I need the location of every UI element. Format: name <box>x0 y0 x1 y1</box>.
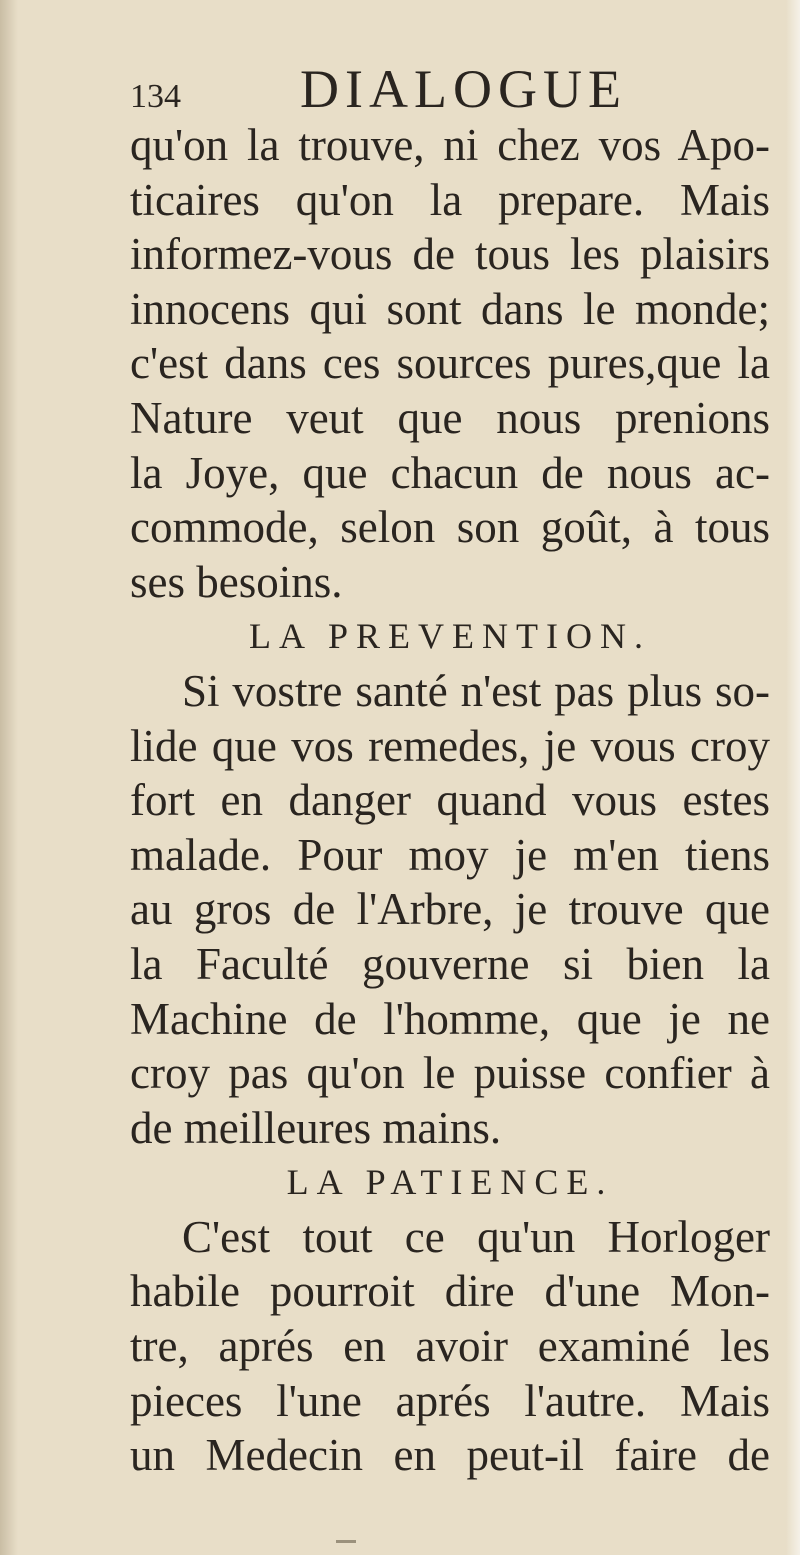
page-number: 134 <box>130 78 181 115</box>
text-line: c'est dans ces sources pures,que la <box>130 338 770 389</box>
text-line: qu'on la trouve, ni chez vos Apo- <box>130 120 770 170</box>
paragraph-patience <box>130 1210 770 1483</box>
running-title: DIALOGUE <box>300 59 627 119</box>
catchword-mark <box>336 1540 356 1543</box>
speaker-heading-prevention: LA PREVENTION. <box>249 616 651 657</box>
text-line: malade. Pour moy je m'en tiens <box>130 829 770 880</box>
text-line: au gros de l'Arbre, je trouve que <box>130 884 770 935</box>
text-line: Si vostre santé n'est pas plus so- <box>182 665 770 716</box>
text-line: C'est tout ce qu'un Horloger <box>182 1211 770 1262</box>
paragraph-continuation <box>130 118 770 609</box>
text-line: innocens qui sont dans le monde; <box>130 283 770 334</box>
page-gutter-shadow <box>0 0 18 1555</box>
text-line: lide que vos remedes, je vous croy <box>130 720 770 771</box>
speaker-heading-patience: LA PATIENCE. <box>286 1162 614 1203</box>
text-line: tre, aprés en avoir examiné les <box>130 1321 770 1372</box>
text-line: habile pourroit dire d'une Mon- <box>130 1266 770 1317</box>
text-line: un Medecin en peut-il faire de <box>130 1430 770 1481</box>
text-line: informez-vous de tous les plaisirs <box>130 229 770 280</box>
text-line: la Faculté gouverne si bien la <box>130 938 770 989</box>
page-text-block <box>130 58 770 1483</box>
text-line: pieces l'une aprés l'autre. Mais <box>130 1375 770 1426</box>
running-head <box>130 58 770 118</box>
text-line: commode, selon son goût, à tous <box>130 502 770 553</box>
text-line: Nature veut que nous prenions <box>130 392 770 443</box>
text-line: la Joye, que chacun de nous ac- <box>130 447 770 498</box>
page-edge <box>786 0 800 1555</box>
text-line: Machine de l'homme, que je ne <box>130 993 770 1044</box>
text-line: de meilleures mains. <box>130 1102 502 1153</box>
paragraph-prevention <box>130 664 770 1155</box>
text-line: ses besoins. <box>130 556 343 607</box>
text-line: ticaires qu'on la prepare. Mais <box>130 174 770 225</box>
text-line: croy pas qu'on le puisse confier à <box>130 1048 770 1099</box>
text-line: fort en danger quand vous estes <box>130 775 770 826</box>
